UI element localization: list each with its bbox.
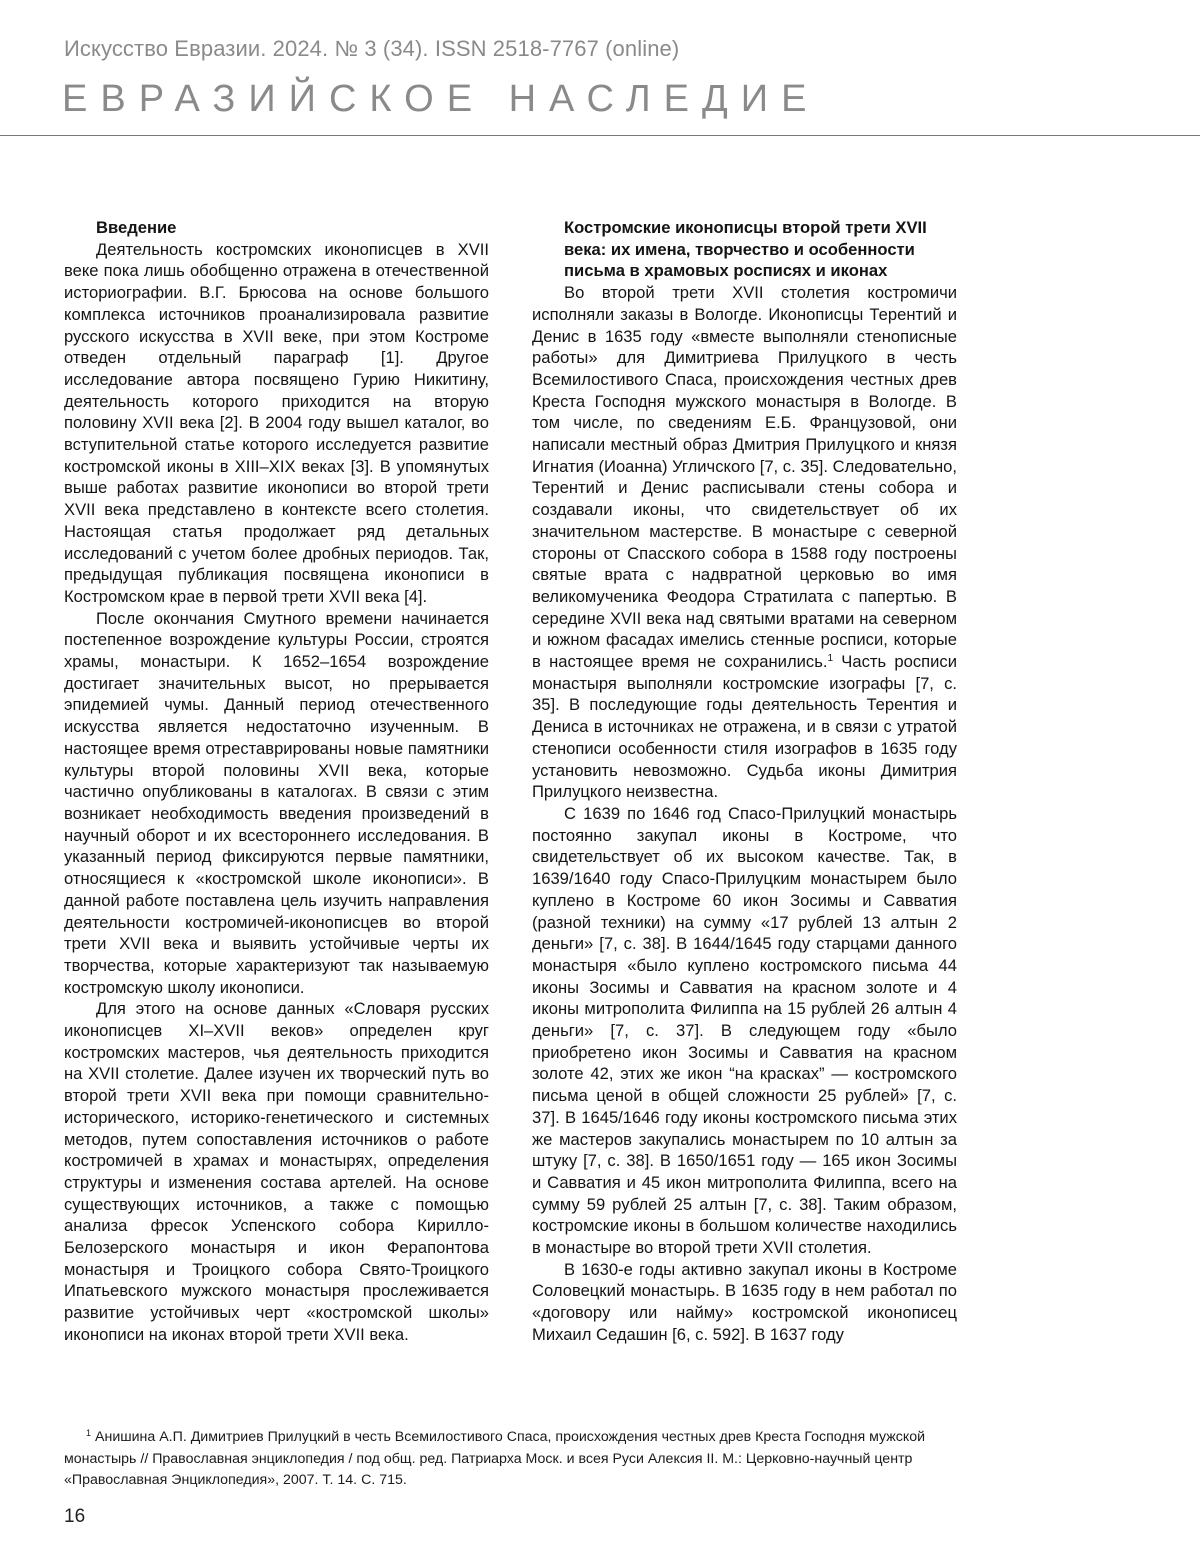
paragraph-text: Во второй трети XVII столетия костромичи исполняли заказы в Вологде. Иконописцы Терентий и Денис в 1635 году «вместе выполняли стенописные работы» для Димитриева Прилуцкого в честь Всемилостивого Спаса, происхождения честных древ Креста Господня мужского монастыря в Вологде. В том числе, по сведениям Е.Б. Французовой, они написали местный образ Дмитрия Прилуцкого и князя Игнатия (Иоанна) Угличского [7, с. 35]. Следовательно, Терентий и Денис расписывали стены собора и создавали иконы, что свидетельствует об их значительном мастерстве. В монастыре с северной стороны от Спасского собора в 1588 году построены святые врата с надвратной церковью во имя великомученика Феодора Стратилата с папертью. В середине XVII века над святыми вратами на северном и южном фасадах имелись стенные росписи, которые в настоящее время не сохранились.: [532, 283, 957, 672]
paragraph: Для этого на основе данных «Словаря русских иконописцев XI–XVII веков» определен круг костромских мастеров, чья деятельность приходится на XVII столетие. Далее изучен их творческий путь во второй трети XVII века при помощи сравнительно-исторического, историко-генетического и системных методов, путем сопоставления источников о работе костромичей в храмах и монастырях, определения структуры и изменения состава артелей. На основе существующих источников, а также с помощью анализа фресок Успенского собора Кирилло-Белозерского монастыря и икон Ферапонтова монастыря и Троицкого собора Свято-Троицкого Ипатьевского мужского монастыря прослеживается развитие устойчивых черт «костромской школы» иконописи на иконах второй трети XVII века.: [64, 999, 489, 1344]
heading-kostroma-icon-painters: Костромские иконописцы второй трети XVII века: их имена, творчество и особенности письма в храмовых росписях и иконах: [564, 218, 927, 281]
footnote: [64, 1423, 944, 1492]
paragraph: [532, 282, 957, 803]
paragraph: После окончания Смутного времени начинается постепенное возрождение культуры России, строятся храмы, монастыри. К 1652–1654 возрождение достигает значительных высот, но прерывается эпидемией чумы. Данный период отечественного искусства является недостаточно изученным. В настоящее время отреставрированы новые памятники культуры второй половины XVII века, которые частично опубликованы в каталогах. В связи с этим возникает необходимость введения произведений в научный оборот и их всестороннего исследования. В указанный период фиксируются первые памятники, относящиеся к «костромской школе иконописи». В данной работе поставлена цель изучить направления деятельности костромичей-иконописцев во второй трети XVII века и выявить устойчивые черты их творчества, которые характеризуют так называемую костромскую школу иконописи.: [64, 608, 489, 997]
journal-citation: Искусство Евразии. 2024. № 3 (34). ISSN 2518-7767 (online): [64, 36, 680, 61]
paragraph-text: Часть росписи монастыря выполняли костромские изографы [7, с. 35]. В последующие годы деятельность Терентия и Дениса в источниках не отражена, и в связи с утратой стенописи особенности стиля изографов в 1635 году установить невозможно. Судьба иконы Димитрия Прилуцкого неизвестна.: [532, 652, 957, 802]
section-title: ЕВРАЗИЙСКОЕ НАСЛЕДИЕ: [62, 78, 820, 120]
footnote-reference[interactable]: 1: [827, 653, 834, 665]
page-number: 16: [64, 1506, 86, 1527]
header-divider: [0, 135, 1200, 136]
paragraph: С 1639 по 1646 год Спасо-Прилуцкий монастырь постоянно закупал иконы в Костроме, что свидетельствует об их высоком качестве. Так, в 1639/1640 году Спасо-Прилуцким монастырем было куплено в Костроме 60 икон Зосимы и Савватия (разной техники) на сумму «17 рублей 13 алтын 2 деньги» [7, с. 38]. В 1644/1645 году старцами данного монастыря «было куплено костромского письма 44 иконы Зосимы и Савватия на красном золоте и 4 иконы митрополита Филиппа на 15 рублей 26 алтын 4 деньги» [7, с. 37]. В следующем году «было приобретено икон Зосимы и Савватия на красном золоте 42, этих же икон “на красках” — костромского письма ценой в общей сложности 25 рублей» [7, с. 37]. В 1645/1646 году иконы костромского письма этих же мастеров закупались монастырем по 10 алтын за штуку [7, с. 38]. В 1650/1651 году — 165 икон Зосимы и Савватия и 45 икон митрополита Филиппа, всего на сумму 59 рублей 25 алтын [7, с. 38]. Таким образом, костромские иконы в большом количестве находились в монастыре во второй трети XVII столетия.: [532, 803, 957, 1258]
right-column: [532, 217, 957, 1346]
heading-introduction: Введение: [96, 218, 177, 237]
paragraph: В 1630-е годы активно закупал иконы в Костроме Соловецкий монастырь. В 1635 году в нем работал по «договору или найму» костромской иконописец Михаил Седашин [6, с. 592]. В 1637 году: [532, 1259, 957, 1344]
paragraph: Деятельность костромских иконописцев в XVII веке пока лишь обобщенно отражена в отечественной историографии. В.Г. Брюсова на основе большого комплекса источников проанализировала развитие русского искусства в XVII веке, при этом Костроме отведен отдельный параграф [1]. Другое исследование автора посвящено Гурию Никитину, деятельность которого приходится на вторую половину XVII века [2]. В 2004 году вышел каталог, во вступительной статье которого исследуется развитие костромской иконы в XIII–XIX веках [3]. В упомянутых выше работах развитие иконописи во второй трети XVII века представлено в контексте всего столетия. Настоящая статья продолжает ряд детальных исследований с учетом более дробных периодов. Так, предыдущая публикация посвящена иконописи в Костромском крае в первой трети XVII века [4].: [64, 239, 489, 606]
footnote-text: Анишина А.П. Димитриев Прилуцкий в честь Всемилостивого Спаса, происхождения честных древ Креста Господня мужской монастырь // Православная энциклопедия / под общ. ред. Патриарха Моск. и всея Руси Алексия II. М.: Церковно-научный центр «Православная Энциклопедия», 2007. Т. 14. С. 715.: [64, 1429, 926, 1488]
left-column: [64, 217, 489, 1346]
footnote-mark: 1: [86, 1428, 92, 1438]
